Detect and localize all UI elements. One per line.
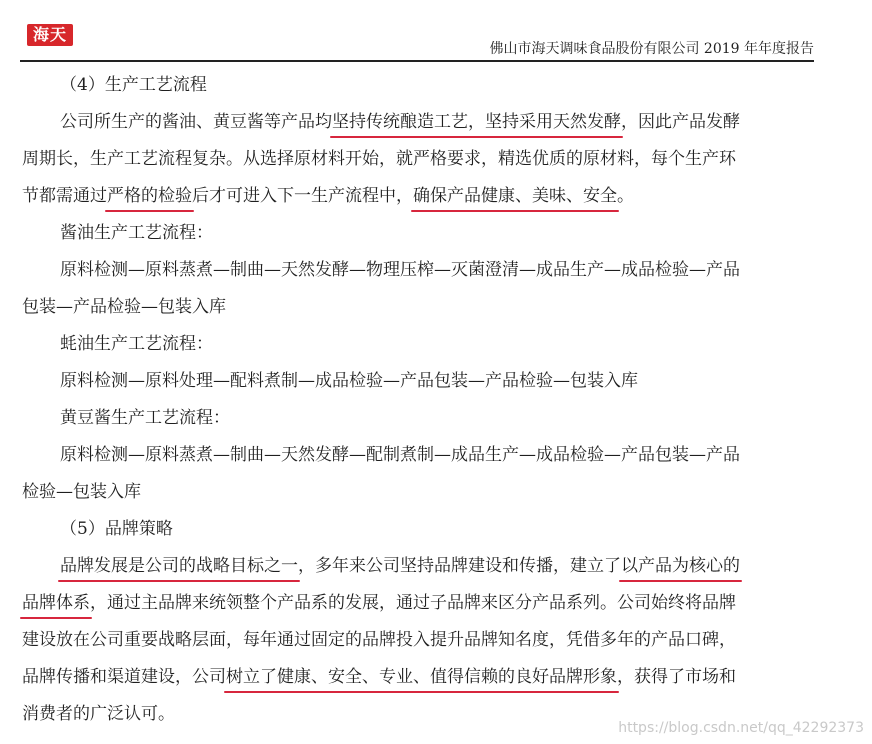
highlight-underline: 品牌发展是公司的战略目标之一 — [60, 556, 298, 576]
highlight-underline: 确保产品健康、美味、安全 — [413, 186, 617, 206]
highlight-underline: 坚持传统酿造工艺，坚持采用天然发酵 — [332, 112, 621, 132]
paragraph-line: 检验—包装入库 — [22, 482, 141, 502]
paragraph-line: 节都需通过严格的检验后才可进入下一生产流程中，确保产品健康、美味、安全。 — [22, 186, 634, 206]
section-heading-process: （4）生产工艺流程 — [60, 75, 207, 95]
header-divider — [20, 60, 814, 62]
paragraph-line: 消费者的广泛认可。 — [22, 704, 175, 724]
paragraph-line: 品牌体系，通过主品牌来统领整个产品系的发展，通过子品牌来区分产品系列。公司始终将品牌 — [22, 593, 736, 613]
paragraph-line: 品牌发展是公司的战略目标之一，多年来公司坚持品牌建设和传播，建立了以产品为核心的 — [60, 556, 740, 576]
subheading-bean-paste: 黄豆酱生产工艺流程： — [60, 408, 230, 428]
paragraph-line: 原料检测—原料蒸煮—制曲—天然发酵—配制煮制—成品生产—成品检验—产品包装—产品 — [60, 445, 740, 465]
paragraph-line: 建设放在公司重要战略层面，每年通过固定的品牌投入提升品牌知名度，凭借多年的产品口碑， — [22, 630, 736, 650]
report-header-title: 佛山市海天调味食品股份有限公司 2019 年年度报告 — [489, 41, 814, 57]
paragraph-line: 品牌传播和渠道建设，公司树立了健康、安全、专业、值得信赖的良好品牌形象，获得了市场和 — [22, 667, 736, 687]
highlight-underline: 严格的检验 — [107, 186, 192, 206]
highlight-underline: 品牌体系 — [22, 593, 90, 613]
paragraph-line: 周期长，生产工艺流程复杂。从选择原材料开始，就严格要求，精选优质的原材料，每个生产环 — [22, 149, 736, 169]
watermark-url: https://blog.csdn.net/qq_42292373 — [618, 720, 864, 736]
paragraph-line: 公司所生产的酱油、黄豆酱等产品均坚持传统酿造工艺，坚持采用天然发酵，因此产品发酵 — [60, 112, 740, 132]
subheading-soy-sauce: 酱油生产工艺流程： — [60, 223, 213, 243]
paragraph-line: 原料检测—原料蒸煮—制曲—天然发酵—物理压榨—灭菌澄清—成品生产—成品检验—产品 — [60, 260, 740, 280]
section-heading-brand: （5）品牌策略 — [60, 519, 173, 539]
highlight-underline: 树立了健康、安全、专业、值得信赖的良好品牌形象 — [226, 667, 617, 687]
subheading-oyster-sauce: 蚝油生产工艺流程： — [60, 334, 213, 354]
highlight-underline: 以产品为核心的 — [621, 556, 740, 576]
paragraph-line: 包装—产品检验—包装入库 — [22, 297, 226, 317]
paragraph-line: 原料检测—原料处理—配料煮制—成品检验—产品包装—产品检验—包装入库 — [60, 371, 638, 391]
company-logo: 海天 — [27, 24, 73, 46]
